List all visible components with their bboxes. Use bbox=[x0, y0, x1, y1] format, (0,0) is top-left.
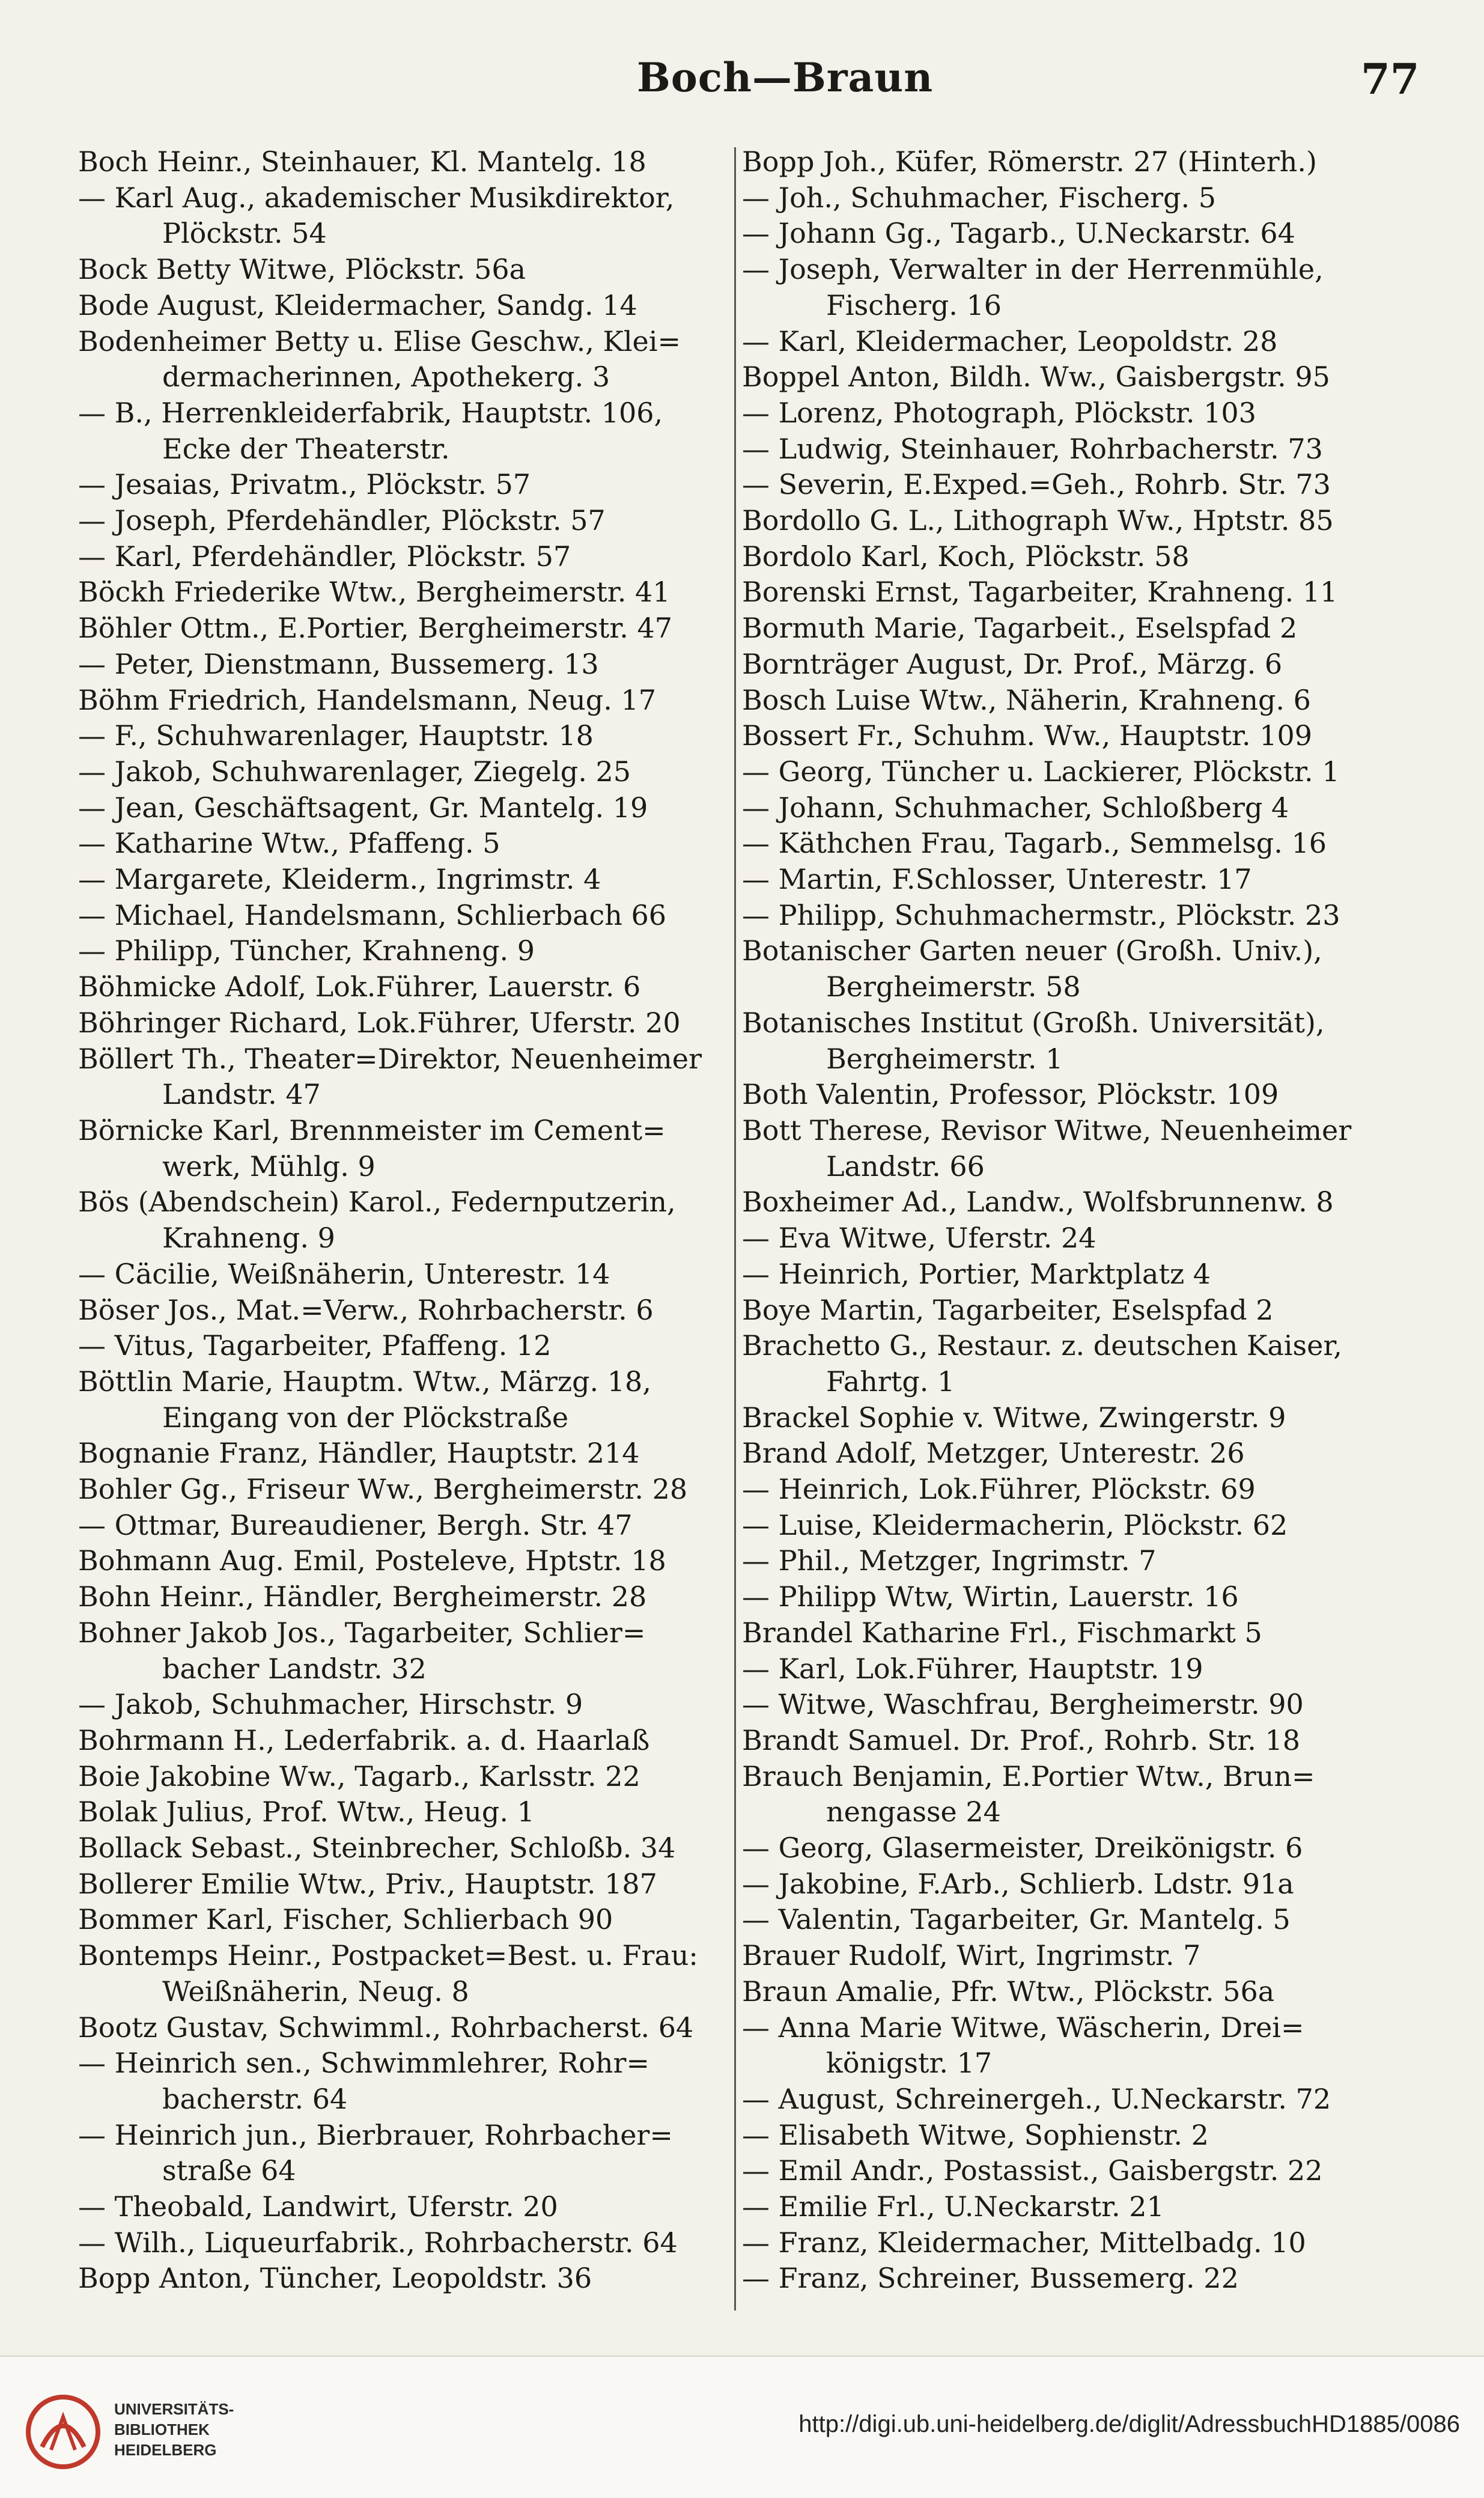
entry-text: — Johann, Schuhmacher, Schloßberg 4 bbox=[742, 791, 1289, 824]
directory-entry bbox=[742, 1005, 1391, 1077]
directory-entry bbox=[78, 1041, 727, 1113]
entry-text: Brandel Katharine Frl., Fischmarkt 5 bbox=[742, 1616, 1262, 1649]
directory-entry bbox=[78, 1759, 727, 1795]
directory-entry bbox=[78, 1938, 727, 2009]
entry-text: — Witwe, Waschfrau, Bergheimerstr. 90 bbox=[742, 1688, 1304, 1721]
entry-text: Borenski Ernst, Tagarbeiter, Krahneng. 11 bbox=[742, 576, 1338, 609]
entry-text: Bott Therese, Revisor Witwe, Neuenheimer bbox=[742, 1113, 1352, 1147]
entry-text: Botanisches Institut (Großh. Universität), bbox=[742, 1006, 1325, 1039]
entry-text: Bös (Abendschein) Karol., Federnputzerin, bbox=[78, 1186, 676, 1219]
entry-text: Bossert Fr., Schuhm. Ww., Hauptstr. 109 bbox=[742, 719, 1312, 752]
entry-text: — Georg, Glasermeister, Dreikönigstr. 6 bbox=[742, 1832, 1303, 1865]
entry-text: Bode August, Kleidermacher, Sandg. 14 bbox=[78, 288, 637, 321]
directory-entry bbox=[78, 574, 727, 611]
directory-entry bbox=[742, 1651, 1391, 1687]
entry-continuation: bacherstr. 64 bbox=[162, 2082, 348, 2115]
directory-entry bbox=[742, 180, 1391, 216]
entry-text: — Jean, Geschäftsagent, Gr. Mantelg. 19 bbox=[78, 791, 648, 824]
entry-text: Bohmann Aug. Emil, Posteleve, Hptstr. 18 bbox=[78, 1544, 666, 1577]
directory-entry bbox=[78, 1472, 727, 1508]
entry-continuation: bacher Landstr. 32 bbox=[162, 1652, 427, 1685]
directory-entry bbox=[78, 180, 727, 252]
directory-entry bbox=[78, 1866, 727, 1902]
entry-text: Bohler Gg., Friseur Ww., Bergheimerstr. 28 bbox=[78, 1473, 688, 1506]
running-title: Boch—Braun bbox=[637, 54, 934, 101]
directory-entry bbox=[78, 1687, 727, 1723]
entry-text: Bohrmann H., Lederfabrik. a. d. Haarlaß bbox=[78, 1723, 650, 1756]
directory-entry bbox=[78, 144, 727, 180]
directory-entry bbox=[78, 969, 727, 1005]
entry-text: — Franz, Schreiner, Bussemerg. 22 bbox=[742, 2262, 1239, 2295]
directory-entry bbox=[742, 718, 1391, 754]
entry-text: Bohner Jakob Jos., Tagarbeiter, Schlier= bbox=[78, 1616, 646, 1649]
directory-entry bbox=[742, 574, 1391, 611]
entry-continuation: Bergheimerstr. 1 bbox=[826, 1042, 1063, 1075]
entry-text: Boye Martin, Tagarbeiter, Eselspfad 2 bbox=[742, 1293, 1274, 1326]
entry-text: Böhmicke Adolf, Lok.Führer, Lauerstr. 6 bbox=[78, 970, 641, 1004]
directory-entry bbox=[742, 1293, 1391, 1329]
entry-continuation: Weißnäherin, Neug. 8 bbox=[162, 1975, 469, 2008]
directory-entry bbox=[742, 1220, 1391, 1257]
entry-text: Boie Jakobine Ww., Tagarb., Karlsstr. 22 bbox=[78, 1759, 640, 1793]
entry-text: — Heinrich, Lok.Führer, Plöckstr. 69 bbox=[742, 1473, 1256, 1506]
directory-entry bbox=[78, 898, 727, 934]
directory-entry bbox=[742, 1184, 1391, 1220]
directory-entry bbox=[742, 144, 1391, 180]
entry-text: Böttlin Marie, Hauptm. Wtw., Märzg. 18, bbox=[78, 1365, 651, 1398]
entry-text: — Heinrich, Portier, Marktplatz 4 bbox=[742, 1257, 1211, 1290]
directory-entry bbox=[742, 2118, 1391, 2154]
entry-continuation: nengasse 24 bbox=[826, 1796, 1001, 1829]
directory-entry bbox=[78, 1328, 727, 1364]
entry-text: Botanischer Garten neuer (Großh. Univ.), bbox=[742, 934, 1322, 967]
directory-entry bbox=[742, 683, 1391, 719]
entry-text: Bootz Gustav, Schwimml., Rohrbacherst. 64 bbox=[78, 2011, 694, 2044]
directory-entry bbox=[742, 431, 1391, 468]
directory-entry bbox=[78, 324, 727, 395]
directory-entry bbox=[742, 2010, 1391, 2082]
entry-text: Bollack Sebast., Steinbrecher, Schloßb. 34 bbox=[78, 1832, 676, 1865]
directory-entry bbox=[742, 2261, 1391, 2297]
entry-text: Brackel Sophie v. Witwe, Zwingerstr. 9 bbox=[742, 1401, 1286, 1434]
directory-entry bbox=[78, 790, 727, 826]
directory-entry bbox=[78, 1794, 727, 1830]
directory-entry bbox=[78, 288, 727, 324]
entry-text: — Karl, Lok.Führer, Hauptstr. 19 bbox=[742, 1652, 1203, 1685]
entry-text: Brauer Rudolf, Wirt, Ingrimstr. 7 bbox=[742, 1939, 1201, 1972]
directory-entry bbox=[78, 1830, 727, 1866]
entry-text: Bordolo Karl, Koch, Plöckstr. 58 bbox=[742, 540, 1190, 573]
entry-text: Bommer Karl, Fischer, Schlierbach 90 bbox=[78, 1903, 613, 1936]
entry-text: Bosch Luise Wtw., Näherin, Krahneng. 6 bbox=[742, 683, 1311, 716]
page-number: 77 bbox=[1361, 54, 1420, 104]
left-column bbox=[78, 144, 727, 2297]
directory-entry bbox=[78, 2261, 727, 2297]
entry-continuation: werk, Mühlg. 9 bbox=[162, 1150, 376, 1183]
entry-text: — Joh., Schuhmacher, Fischerg. 5 bbox=[742, 181, 1217, 214]
directory-entry bbox=[78, 539, 727, 575]
directory-entry bbox=[78, 1543, 727, 1579]
entry-text: Böhler Ottm., E.Portier, Bergheimerstr. 47 bbox=[78, 612, 673, 645]
directory-entry bbox=[78, 1508, 727, 1544]
directory-entry bbox=[742, 790, 1391, 826]
entry-text: — Jakob, Schuhmacher, Hirschstr. 9 bbox=[78, 1688, 583, 1721]
directory-entry bbox=[742, 2189, 1391, 2225]
directory-entry bbox=[78, 2118, 727, 2189]
entry-text: — Luise, Kleidermacherin, Plöckstr. 62 bbox=[742, 1508, 1288, 1541]
directory-entry bbox=[78, 252, 727, 288]
entry-text: Braun Amalie, Pfr. Wtw., Plöckstr. 56a bbox=[742, 1975, 1275, 2008]
entry-text: Bordollo G. L., Lithograph Ww., Hptstr. 85 bbox=[742, 504, 1334, 537]
entry-continuation: Landstr. 47 bbox=[162, 1078, 321, 1111]
directory-entry bbox=[742, 898, 1391, 934]
directory-entry bbox=[742, 826, 1391, 862]
directory-entry bbox=[742, 1902, 1391, 1938]
directory-entry bbox=[742, 539, 1391, 575]
directory-entry bbox=[742, 1723, 1391, 1759]
entry-text: Bormuth Marie, Tagarbeit., Eselspfad 2 bbox=[742, 612, 1298, 645]
entry-text: Brauch Benjamin, E.Portier Wtw., Brun= bbox=[742, 1759, 1315, 1793]
entry-continuation: Ecke der Theaterstr. bbox=[162, 432, 450, 465]
directory-entry bbox=[78, 1723, 727, 1759]
entry-continuation: dermacherinnen, Apothekerg. 3 bbox=[162, 361, 610, 394]
entry-text: — Anna Marie Witwe, Wäscherin, Drei= bbox=[742, 2011, 1304, 2044]
directory-entry bbox=[78, 2010, 727, 2046]
entry-text: — Cäcilie, Weißnäherin, Unterestr. 14 bbox=[78, 1257, 610, 1290]
source-url-link[interactable]: http://digi.ub.uni-heidelberg.de/diglit/AdressbuchHD1885/0086 bbox=[798, 2411, 1460, 2437]
directory-entry bbox=[742, 1077, 1391, 1113]
entry-text: — Philipp, Tüncher, Krahneng. 9 bbox=[78, 934, 535, 967]
directory-entry bbox=[78, 1293, 727, 1329]
directory-entry bbox=[742, 1866, 1391, 1902]
directory-entry bbox=[742, 503, 1391, 539]
directory-entry bbox=[742, 1436, 1391, 1472]
directory-entry bbox=[78, 1579, 727, 1615]
directory-entry bbox=[742, 2225, 1391, 2261]
right-column bbox=[742, 144, 1391, 2297]
entry-text: — Lorenz, Photograph, Plöckstr. 103 bbox=[742, 396, 1256, 429]
entry-text: — Johann Gg., Tagarb., U.Neckarstr. 64 bbox=[742, 217, 1295, 250]
directory-entry bbox=[78, 1902, 727, 1938]
page-header bbox=[0, 42, 1484, 114]
entry-text: Böhm Friedrich, Handelsmann, Neug. 17 bbox=[78, 683, 657, 716]
entry-text: — Emil Andr., Postassist., Gaisbergstr. 22 bbox=[742, 2154, 1323, 2187]
directory-entry bbox=[742, 647, 1391, 683]
entry-text: — Jakob, Schuhwarenlager, Ziegelg. 25 bbox=[78, 755, 631, 788]
entry-text: — Franz, Kleidermacher, Mittelbadg. 10 bbox=[742, 2226, 1306, 2259]
entry-text: — Philipp Wtw, Wirtin, Lauerstr. 16 bbox=[742, 1580, 1239, 1613]
entry-continuation: Eingang von der Plöckstraße bbox=[162, 1401, 569, 1434]
entry-continuation: Fischerg. 16 bbox=[826, 288, 1002, 321]
entry-continuation: straße 64 bbox=[162, 2154, 296, 2187]
entry-text: — Philipp, Schuhmachermstr., Plöckstr. 23 bbox=[742, 898, 1340, 931]
directory-entry bbox=[78, 2189, 727, 2225]
directory-entry bbox=[742, 1472, 1391, 1508]
directory-entry bbox=[78, 933, 727, 969]
entry-text: — Margarete, Kleiderm., Ingrimstr. 4 bbox=[78, 863, 601, 896]
directory-entry bbox=[742, 1400, 1391, 1436]
entry-text: — B., Herrenkleiderfabrik, Hauptstr. 106, bbox=[78, 396, 663, 429]
directory-entry bbox=[742, 216, 1391, 252]
entry-text: — Emilie Frl., U.Neckarstr. 21 bbox=[742, 2190, 1164, 2223]
entry-text: — Joseph, Pferdehändler, Plöckstr. 57 bbox=[78, 504, 606, 537]
directory-entry bbox=[78, 862, 727, 898]
entry-continuation: Krahneng. 9 bbox=[162, 1222, 335, 1255]
entry-text: — Eva Witwe, Uferstr. 24 bbox=[742, 1222, 1096, 1255]
directory-entry bbox=[78, 2046, 727, 2117]
directory-entry bbox=[742, 252, 1391, 323]
directory-entry bbox=[742, 1113, 1391, 1184]
entry-text: Both Valentin, Professor, Plöckstr. 109 bbox=[742, 1078, 1279, 1111]
entry-text: — Wilh., Liqueurfabrik., Rohrbacherstr. 64 bbox=[78, 2226, 678, 2259]
directory-entry bbox=[742, 862, 1391, 898]
directory-entry bbox=[78, 683, 727, 719]
entry-continuation: königstr. 17 bbox=[826, 2047, 993, 2080]
directory-entry bbox=[78, 647, 727, 683]
entry-text: Bohn Heinr., Händler, Bergheimerstr. 28 bbox=[78, 1580, 647, 1613]
directory-entry bbox=[78, 503, 727, 539]
directory-entry bbox=[742, 754, 1391, 790]
directory-entry bbox=[78, 1615, 727, 1687]
directory-entry bbox=[78, 395, 727, 467]
entry-text: Bornträger August, Dr. Prof., Märzg. 6 bbox=[742, 647, 1283, 680]
directory-entry bbox=[78, 826, 727, 862]
entry-text: — Valentin, Tagarbeiter, Gr. Mantelg. 5 bbox=[742, 1903, 1291, 1936]
entry-text: Bopp Joh., Küfer, Römerstr. 27 (Hinterh.) bbox=[742, 145, 1317, 178]
directory-entry bbox=[78, 1184, 727, 1256]
directory-entry bbox=[78, 1436, 727, 1472]
directory-entry bbox=[742, 324, 1391, 360]
directory-entry bbox=[742, 933, 1391, 1005]
directory-entry bbox=[742, 467, 1391, 503]
directory-entry bbox=[742, 1508, 1391, 1544]
directory-entry bbox=[78, 754, 727, 790]
entry-text: — Heinrich jun., Bierbrauer, Rohrbacher= bbox=[78, 2118, 673, 2151]
entry-text: Bolak Julius, Prof. Wtw., Heug. 1 bbox=[78, 1796, 535, 1829]
entry-text: — Ludwig, Steinhauer, Rohrbacherstr. 73 bbox=[742, 432, 1323, 465]
entry-text: — F., Schuhwarenlager, Hauptstr. 18 bbox=[78, 719, 594, 752]
entry-continuation: Plöckstr. 54 bbox=[162, 217, 327, 250]
entry-text: Böllert Th., Theater=Direktor, Neuenheimer bbox=[78, 1042, 702, 1075]
entry-text: — Karl, Pferdehändler, Plöckstr. 57 bbox=[78, 540, 571, 573]
directory-entry bbox=[742, 1687, 1391, 1723]
entry-text: — Ottmar, Bureaudiener, Bergh. Str. 47 bbox=[78, 1508, 633, 1541]
entry-text: — Joseph, Verwalter in der Herrenmühle, bbox=[742, 253, 1324, 286]
directory-entry bbox=[78, 1113, 727, 1184]
entry-text: Bontemps Heinr., Postpacket=Best. u. Frau: bbox=[78, 1939, 698, 1972]
directory-entry bbox=[742, 611, 1391, 647]
entry-text: — Michael, Handelsmann, Schlierbach 66 bbox=[78, 898, 667, 931]
entry-text: — Vitus, Tagarbeiter, Pfaffeng. 12 bbox=[78, 1329, 552, 1362]
entry-text: Boxheimer Ad., Landw., Wolfsbrunnenw. 8 bbox=[742, 1186, 1334, 1219]
directory-entry bbox=[742, 1938, 1391, 1974]
entry-text: — Karl, Kleidermacher, Leopoldstr. 28 bbox=[742, 324, 1278, 358]
entry-text: Boch Heinr., Steinhauer, Kl. Mantelg. 18 bbox=[78, 145, 646, 178]
entry-text: — Elisabeth Witwe, Sophienstr. 2 bbox=[742, 2118, 1209, 2151]
entry-text: Böhringer Richard, Lok.Führer, Uferstr. 20 bbox=[78, 1006, 681, 1039]
directory-entry bbox=[742, 2153, 1391, 2189]
entry-text: Brand Adolf, Metzger, Unterestr. 26 bbox=[742, 1437, 1245, 1470]
directory-entry bbox=[78, 2225, 727, 2261]
footer-bar bbox=[0, 2356, 1484, 2498]
entry-continuation: Landstr. 66 bbox=[826, 1150, 985, 1183]
entry-text: — Theobald, Landwirt, Uferstr. 20 bbox=[78, 2190, 558, 2223]
entry-text: Böser Jos., Mat.=Verw., Rohrbacherstr. 6 bbox=[78, 1293, 654, 1326]
entry-text: Boppel Anton, Bildh. Ww., Gaisbergstr. 95 bbox=[742, 361, 1330, 394]
directory-entry bbox=[78, 1364, 727, 1436]
directory-entry bbox=[742, 2082, 1391, 2118]
directory-entry bbox=[742, 395, 1391, 431]
directory-entry bbox=[78, 611, 727, 647]
entry-text: — Jakobine, F.Arb., Schlierb. Ldstr. 91a bbox=[742, 1867, 1294, 1900]
entry-text: — Martin, F.Schlosser, Unterestr. 17 bbox=[742, 863, 1252, 896]
entry-continuation: Fahrtg. 1 bbox=[826, 1365, 955, 1398]
entry-text: Bopp Anton, Tüncher, Leopoldstr. 36 bbox=[78, 2262, 592, 2295]
entry-text: — August, Schreinergeh., U.Neckarstr. 72 bbox=[742, 2082, 1331, 2115]
directory-entry bbox=[742, 1615, 1391, 1651]
entry-text: — Katharine Wtw., Pfaffeng. 5 bbox=[78, 827, 500, 860]
directory-entry bbox=[78, 1257, 727, 1293]
entry-text: — Karl Aug., akademischer Musikdirektor, bbox=[78, 181, 675, 214]
entry-text: — Severin, E.Exped.=Geh., Rohrb. Str. 73 bbox=[742, 468, 1331, 501]
directory-entry bbox=[78, 1005, 727, 1041]
entry-text: — Käthchen Frau, Tagarb., Semmelsg. 16 bbox=[742, 827, 1327, 860]
entry-text: — Georg, Tüncher u. Lackierer, Plöckstr. 1 bbox=[742, 755, 1340, 788]
library-logo-icon bbox=[24, 2393, 102, 2471]
entry-text: — Jesaias, Privatm., Plöckstr. 57 bbox=[78, 468, 531, 501]
entry-text: — Phil., Metzger, Ingrimstr. 7 bbox=[742, 1544, 1157, 1577]
entry-text: Bock Betty Witwe, Plöckstr. 56a bbox=[78, 253, 526, 286]
directory-entry bbox=[742, 1257, 1391, 1293]
directory-entry bbox=[78, 467, 727, 503]
entry-text: Börnicke Karl, Brennmeister im Cement= bbox=[78, 1113, 666, 1147]
library-logo-text: UNIVERSITÄTS- BIBLIOTHEK HEIDELBERG bbox=[114, 2400, 234, 2459]
entry-continuation: Bergheimerstr. 58 bbox=[826, 970, 1081, 1004]
entry-text: Bognanie Franz, Händler, Hauptstr. 214 bbox=[78, 1437, 640, 1470]
directory-entry bbox=[742, 1974, 1391, 2010]
column-divider bbox=[734, 147, 736, 2311]
directory-entry bbox=[78, 718, 727, 754]
directory-entry bbox=[742, 1830, 1391, 1866]
entry-text: Bollerer Emilie Wtw., Priv., Hauptstr. 187 bbox=[78, 1867, 657, 1900]
entry-text: Brachetto G., Restaur. z. deutschen Kaiser, bbox=[742, 1329, 1342, 1362]
entry-text: — Peter, Dienstmann, Bussemerg. 13 bbox=[78, 647, 599, 680]
entry-text: Brandt Samuel. Dr. Prof., Rohrb. Str. 18 bbox=[742, 1723, 1301, 1756]
entry-text: — Heinrich sen., Schwimmlehrer, Rohr= bbox=[78, 2047, 649, 2080]
entry-text: Bodenheimer Betty u. Elise Geschw., Klei= bbox=[78, 324, 681, 358]
directory-entry bbox=[742, 1759, 1391, 1830]
entry-text: Böckh Friederike Wtw., Bergheimerstr. 41 bbox=[78, 576, 671, 609]
directory-entry bbox=[742, 1579, 1391, 1615]
directory-entry bbox=[742, 1328, 1391, 1400]
directory-entry bbox=[742, 359, 1391, 395]
directory-entry bbox=[742, 1543, 1391, 1579]
